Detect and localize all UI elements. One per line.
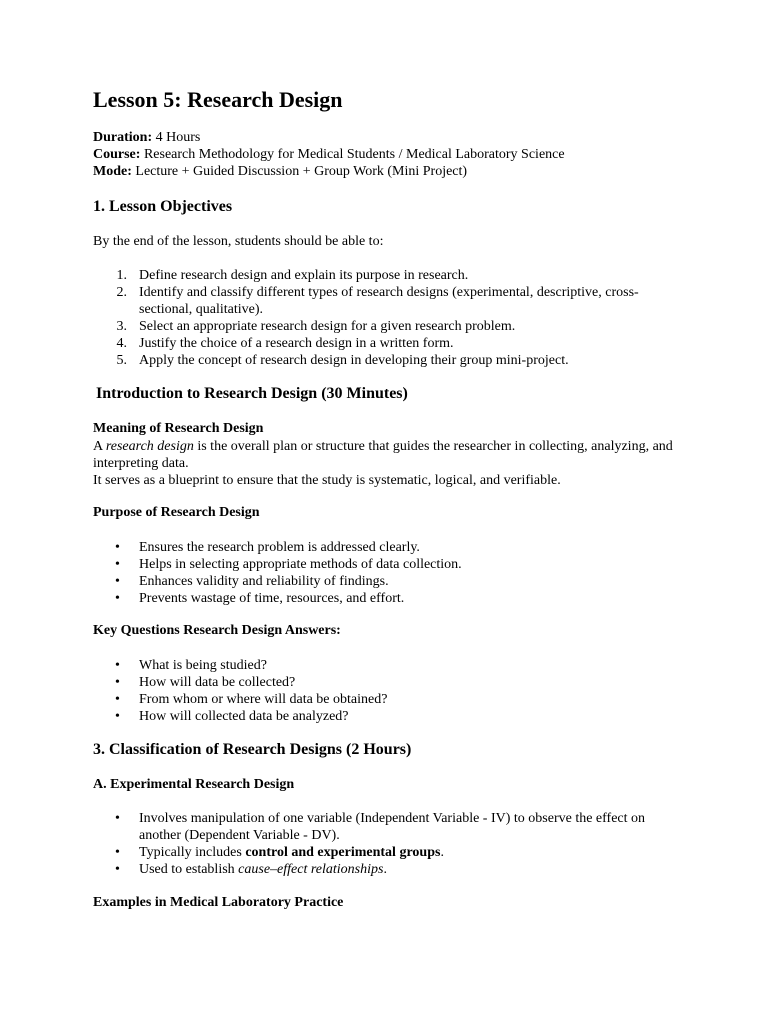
list-item: • Helps in selecting appropriate methods of data collection.	[115, 557, 462, 572]
lesson-meta	[93, 129, 565, 180]
list-item: • From whom or where will data be obtained?	[115, 692, 388, 707]
list-item: 1. Define research design and explain its purpose in research.	[116, 268, 469, 283]
list-item: 2. Identify and classify different types of research designs (experimental, descriptive, cross-sectional, qualitative).	[116, 285, 639, 317]
purpose-heading: Purpose of Research Design	[93, 505, 260, 520]
mode-value: Lecture + Guided Discussion + Group Work (Mini Project)	[135, 164, 468, 179]
experimental-heading: A. Experimental Research Design	[93, 777, 295, 792]
purpose-list	[93, 539, 673, 607]
list-item: • Enhances validity and reliability of findings.	[115, 574, 389, 589]
list-item: 5. Apply the concept of research design in developing their group mini-project.	[116, 353, 569, 368]
objectives-list	[93, 267, 673, 369]
mode-label: Mode:	[93, 164, 132, 179]
list-item: • What is being studied?	[115, 658, 267, 673]
duration-label: Duration:	[93, 130, 153, 145]
blueprint-paragraph: It serves as a blueprint to ensure that the study is systematic, logical, and verifiable.	[93, 473, 561, 488]
objectives-intro: By the end of the lesson, students should be able to:	[93, 234, 384, 249]
list-item: • How will data be collected?	[115, 675, 296, 690]
meaning-heading: Meaning of Research Design	[93, 421, 264, 436]
list-item: 3. Select an appropriate research design for a given research problem.	[116, 319, 516, 334]
list-item: • Ensures the research problem is addressed clearly.	[115, 540, 420, 555]
classification-heading: 3. Classification of Research Designs (2 Hours)	[93, 741, 412, 758]
duration-line	[93, 129, 565, 146]
duration-value: 4 Hours	[155, 130, 201, 145]
objectives-heading: 1. Lesson Objectives	[93, 198, 233, 215]
list-item: • Involves manipulation of one variable (Independent Variable - IV) to observe the effect on another (Dependent Variable - DV).	[115, 811, 646, 843]
introduction-heading: Introduction to Research Design (30 Minutes)	[96, 385, 408, 402]
course-value: Research Methodology for Medical Students / Medical Laboratory Science	[143, 147, 565, 162]
course-line	[93, 146, 565, 163]
mode-line	[93, 163, 565, 180]
list-item: • How will collected data be analyzed?	[115, 709, 349, 724]
examples-heading: Examples in Medical Laboratory Practice	[93, 895, 344, 910]
list-item: • Prevents wastage of time, resources, and effort.	[115, 591, 405, 606]
key-questions-heading: Key Questions Research Design Answers:	[93, 623, 341, 638]
experimental-list	[93, 810, 673, 878]
lesson-title: Lesson 5: Research Design	[93, 87, 343, 112]
list-item: • Used to establish cause–effect relationships.	[115, 862, 387, 877]
key-questions-list	[93, 657, 673, 725]
meaning-paragraph: A research design is the overall plan or structure that guides the researcher in collecting, analyzing, and interpreting data.	[93, 439, 673, 471]
list-item: 4. Justify the choice of a research design in a written form.	[116, 336, 454, 351]
course-label: Course:	[93, 147, 141, 162]
research-design-term: research design	[105, 439, 194, 454]
list-item: • Typically includes control and experimental groups.	[115, 845, 444, 860]
